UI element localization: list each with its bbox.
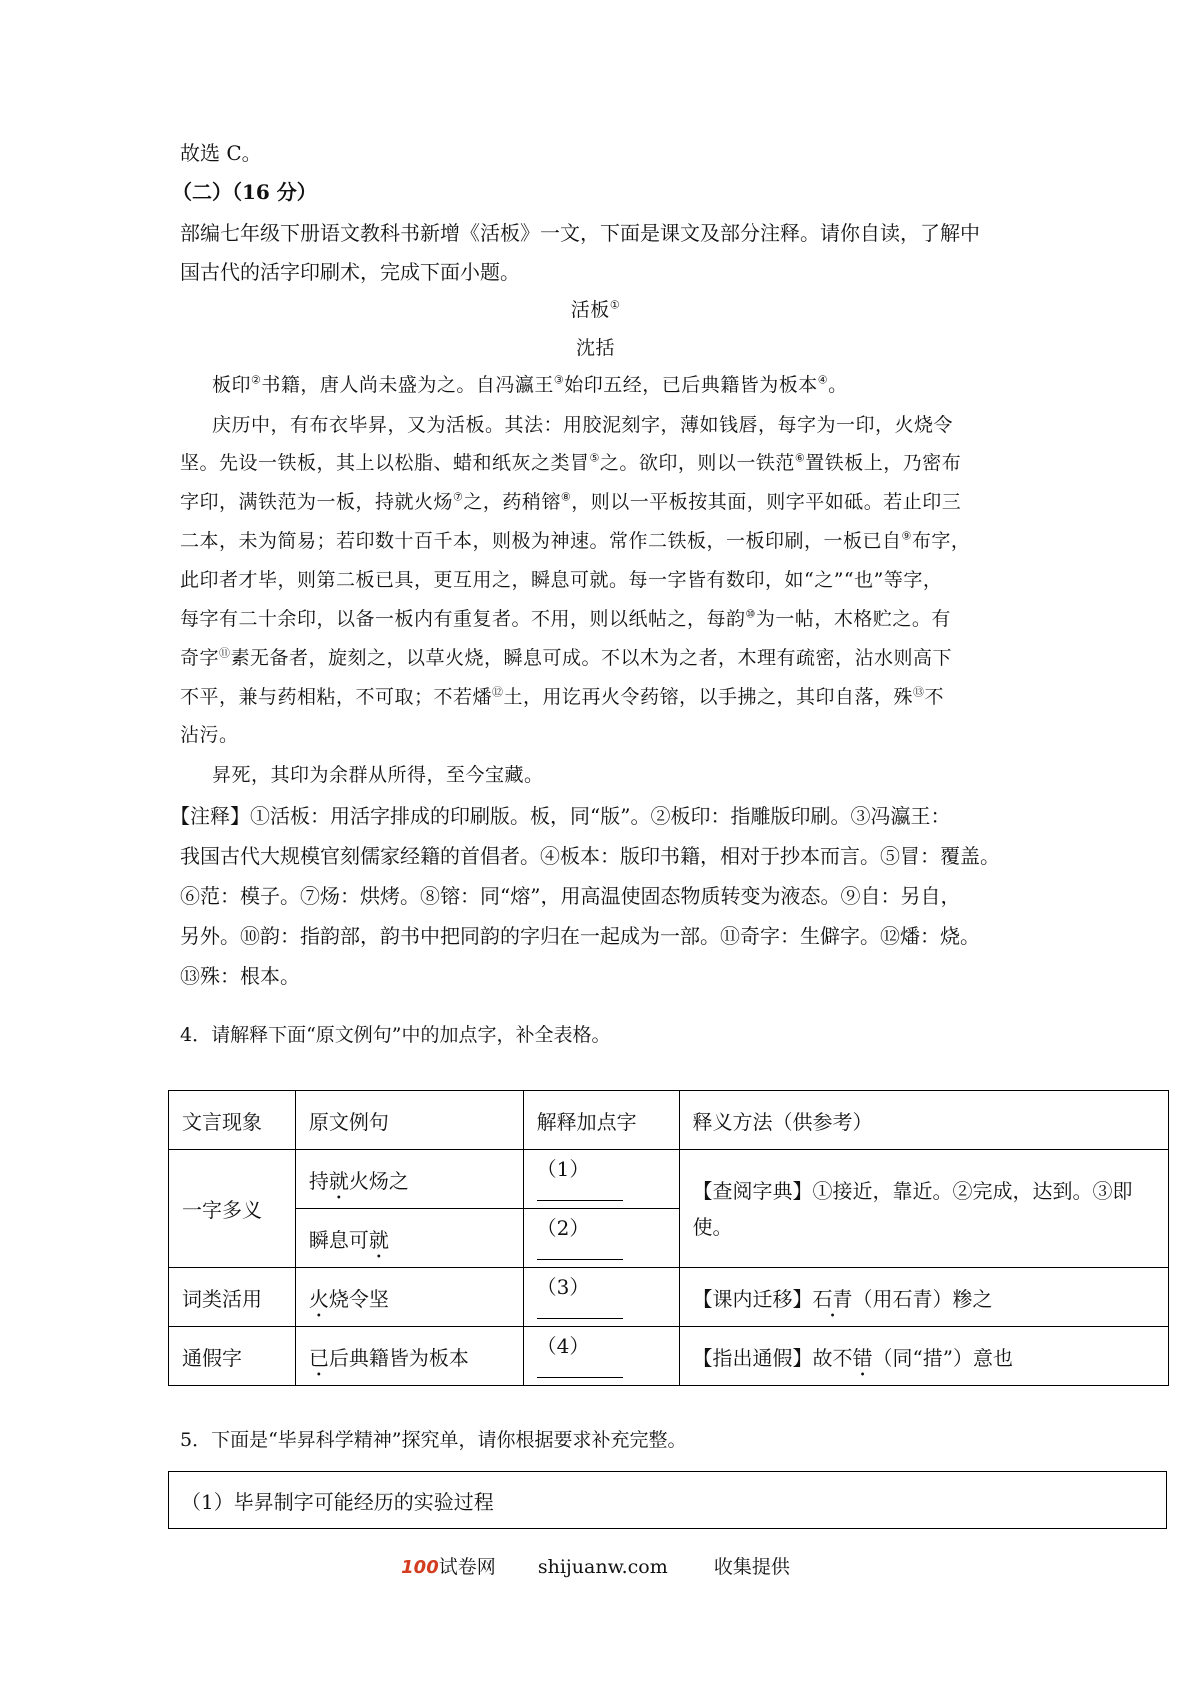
text-title: 活板① <box>570 298 621 321</box>
answer-blank[interactable] <box>537 1300 623 1319</box>
passage-p2-line-8: 不平，兼与药相粘，不可取；不若燔⑫土，用讫再火令药镕，以手拂之，其印自落，殊⑬不 <box>180 685 945 708</box>
row-phenomenon: 词类活用 <box>169 1268 296 1327</box>
row-example: 已后典籍皆为板本 <box>295 1327 523 1386</box>
passage-p3: 昇死，其印为余群从所得，至今宝藏。 <box>212 764 544 786</box>
row-example: 持就火炀之 <box>295 1150 523 1209</box>
intro-line-2: 国古代的活字印刷术，完成下面小题。 <box>180 260 520 284</box>
dotted-char: 石青 <box>812 1286 853 1311</box>
site-brand: 试卷网 <box>438 1556 496 1578</box>
answer-blank[interactable] <box>537 1241 623 1260</box>
dotted-char: 就 <box>368 1227 389 1252</box>
answer-cell[interactable]: （1） <box>523 1150 679 1209</box>
table-header-row <box>169 1091 1169 1150</box>
row-method: 【课内迁移】石青（用石青）糁之 <box>679 1268 1168 1327</box>
dotted-char: 火 <box>308 1286 329 1311</box>
text-author: 沈括 <box>575 337 615 359</box>
answer-blank[interactable] <box>537 1359 623 1378</box>
section-heading: （二）（16 分） <box>172 180 317 204</box>
header-method: 释义方法（供参考） <box>679 1091 1168 1150</box>
header-explain: 解释加点字 <box>523 1091 679 1150</box>
passage-p2-line-7: 奇字⑪素无备者，旋刻之，以草火烧，瞬息可成。不以木为之者，木理有疏密，沾水则高下 <box>180 646 953 669</box>
table-row <box>169 1150 1169 1209</box>
site-credit: 收集提供 <box>713 1556 790 1578</box>
answer-cell[interactable]: （2） <box>523 1209 679 1268</box>
inquiry-box <box>168 1471 1167 1529</box>
answer-blank[interactable] <box>537 1182 623 1201</box>
page-footer <box>0 1552 1191 1579</box>
question-4-prompt: 4．请解释下面“原文例句”中的加点字，补全表格。 <box>180 1024 611 1046</box>
inquiry-item: （1）毕昇制字可能经历的实验过程 <box>181 1490 494 1514</box>
row-phenomenon: 通假字 <box>169 1327 296 1386</box>
passage-p2-line-1: 庆历中，有布衣毕昇，又为活板。其法：用胶泥刻字，薄如钱唇，每字为一印，火烧令 <box>212 414 954 436</box>
answer-cell[interactable]: （4） <box>523 1327 679 1386</box>
answer-conclusion: 故选 C。 <box>180 141 262 165</box>
notes-line-3: ⑥范：模子。⑦炀：烘烤。⑧镕：同“熔”，用高温使固态物质转变为液态。⑨自：另自， <box>180 884 961 908</box>
header-phenomenon: 文言现象 <box>169 1091 296 1150</box>
notes-line-1: 【注释】①活板：用活字排成的印刷版。板，同“版”。②板印：指雕版印刷。③冯瀛王： <box>170 804 951 828</box>
dotted-char: 错 <box>852 1345 873 1370</box>
row-phenomenon: 一字多义 <box>169 1150 296 1268</box>
row-method: 【查阅字典】①接近，靠近。②完成，达到。③即使。 <box>679 1150 1168 1268</box>
notes-line-2: 我国古代大规模官刻儒家经籍的首倡者。④板本：版印书籍，相对于抄本而言。⑤冒：覆盖。 <box>180 844 1000 868</box>
site-logo: 100 <box>401 1557 439 1578</box>
passage-p2-line-4: 二本，未为简易；若印数十百千本，则极为神速。常作二铁板，一板印刷，一板已自⑨布字， <box>180 529 971 552</box>
dotted-char: 已 <box>308 1345 329 1370</box>
passage-p2-line-3: 字印，满铁范为一板，持就火炀⑦之，药稍镕⑧，则以一平板按其面，则字平如砥。若止印三 <box>180 490 962 513</box>
question-5-prompt: 5．下面是“毕昇科学精神”探究单，请你根据要求补充完整。 <box>180 1429 687 1451</box>
notes-line-4: 另外。⑩韵：指韵部，韵书中把同韵的字归在一起成为一部。⑪奇字：生僻字。⑫燔：烧。 <box>180 924 980 948</box>
answer-table <box>168 1090 1169 1386</box>
passage-p2-line-5: 此印者才毕，则第二板已具，更互用之，瞬息可就。每一字皆有数印，如“之”“也”等字， <box>180 569 943 591</box>
passage-p2-line-2: 坚。先设一铁板，其上以松脂、蜡和纸灰之类冒⑤之。欲印，则以一铁范⑥置铁板上，乃密布 <box>180 451 962 474</box>
row-example: 瞬息可就 <box>295 1209 523 1268</box>
header-example: 原文例句 <box>295 1091 523 1150</box>
passage-p2-line-6: 每字有二十余印，以备一板内有重复者。不用，则以纸帖之，每韵⑩为一帖，木格贮之。有 <box>180 607 951 630</box>
row-method: 【指出通假】故不错（同“措”）意也 <box>679 1327 1168 1386</box>
dotted-char: 就 <box>328 1168 349 1193</box>
passage-p1: 板印②书籍，唐人尚未盛为之。自冯瀛王③始印五经，已后典籍皆为板本④。 <box>212 373 848 396</box>
site-url: shijuanw.com <box>537 1556 668 1578</box>
notes-line-5: ⑬殊：根本。 <box>180 964 300 988</box>
table-row <box>169 1327 1169 1386</box>
passage-p2-line-9: 沾污。 <box>180 724 239 746</box>
intro-line-1: 部编七年级下册语文教科书新增《活板》一文，下面是课文及部分注释。请你自读，了解中 <box>180 221 980 245</box>
answer-cell[interactable]: （3） <box>523 1268 679 1327</box>
row-example: 火烧令坚 <box>295 1268 523 1327</box>
table-row <box>169 1268 1169 1327</box>
